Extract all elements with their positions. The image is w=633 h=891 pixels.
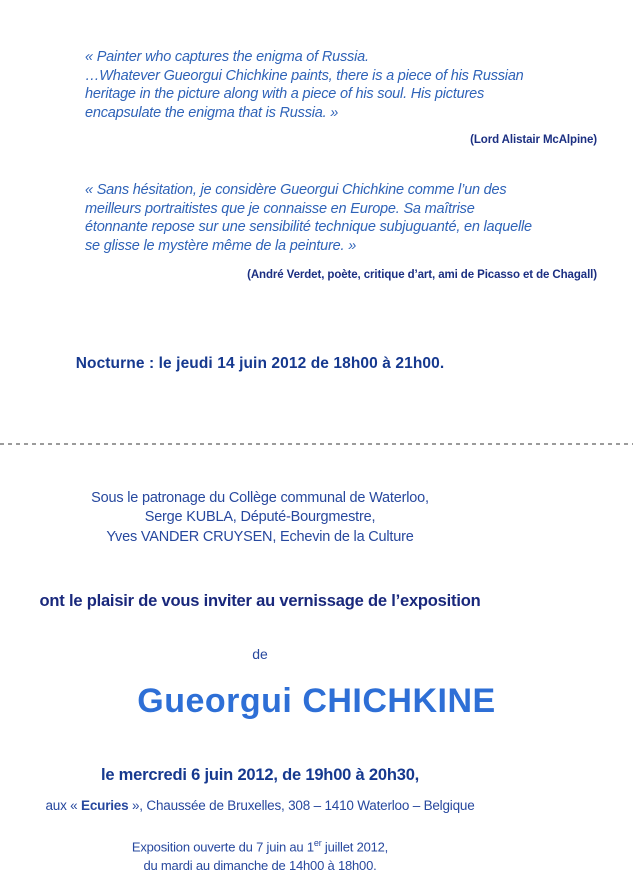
invitation-de: de	[252, 646, 268, 662]
quote-french-line: étonnante repose sur une sensibilité technique subjuguanté, en laquelle	[85, 219, 532, 236]
venue-name: Ecuries	[81, 798, 129, 813]
opening-hours-line2: du mardi au dimanche de 14h00 à 18h00.	[143, 857, 377, 873]
quote-english-attribution: (Lord Alistair McAlpine)	[470, 134, 597, 146]
invitation-lead: ont le plaisir de vous inviter au vernissage de l’exposition	[39, 592, 481, 610]
opening-hours	[0, 834, 520, 875]
quote-french-line: se glisse le mystère même de la peinture. »	[85, 238, 357, 255]
hours-line1-tail: juillet 2012,	[321, 839, 389, 855]
artist-name: Gueorgui CHICHKINE	[137, 682, 496, 720]
quote-english	[85, 48, 565, 123]
venue-prefix: aux «	[45, 798, 82, 813]
quote-english-line: heritage in the picture along with a piece of his soul. His pictures	[85, 86, 485, 103]
quote-english-line: « Painter who captures the enigma of Russia.	[85, 49, 369, 65]
patronage-block	[0, 489, 520, 547]
quote-french-attribution: (André Verdet, poète, critique d’art, ami de Picasso et de Chagall)	[247, 269, 597, 281]
dashed-divider	[0, 443, 633, 445]
quote-french	[85, 181, 565, 256]
patronage-line: Sous le patronage du Collège communal de Waterloo,	[91, 490, 429, 506]
event-venue	[0, 798, 520, 813]
opening-hours-line1	[0, 834, 520, 857]
hours-ordinal-sup: er	[313, 838, 322, 848]
patronage-line: Serge KUBLA, Député-Bourgmestre,	[144, 509, 376, 526]
nocturne-line: Nocturne : le jeudi 14 juin 2012 de 18h00 à 21h00.	[75, 355, 445, 372]
event-datetime: le mercredi 6 juin 2012, de 19h00 à 20h30,	[100, 766, 420, 784]
quote-french-line: meilleurs portraitistes que je connaisse en Europe. Sa maîtrise	[85, 200, 475, 217]
venue-rest: », Chaussée de Bruxelles, 308 – 1410 Waterloo – Belgique	[128, 798, 475, 813]
hours-line1-text: Exposition ouverte du 7 juin au 1	[131, 839, 314, 855]
quote-english-line: …Whatever Gueorgui Chichkine paints, there is a piece of his Russian	[85, 67, 524, 84]
quote-french-line: « Sans hésitation, je considère Gueorgui Chichkine comme l’un des	[85, 182, 507, 198]
quote-english-line: encapsulate the enigma that is Russia. »	[85, 105, 339, 122]
patronage-line: Yves VANDER CRUYSEN, Echevin de la Culture	[106, 528, 414, 545]
